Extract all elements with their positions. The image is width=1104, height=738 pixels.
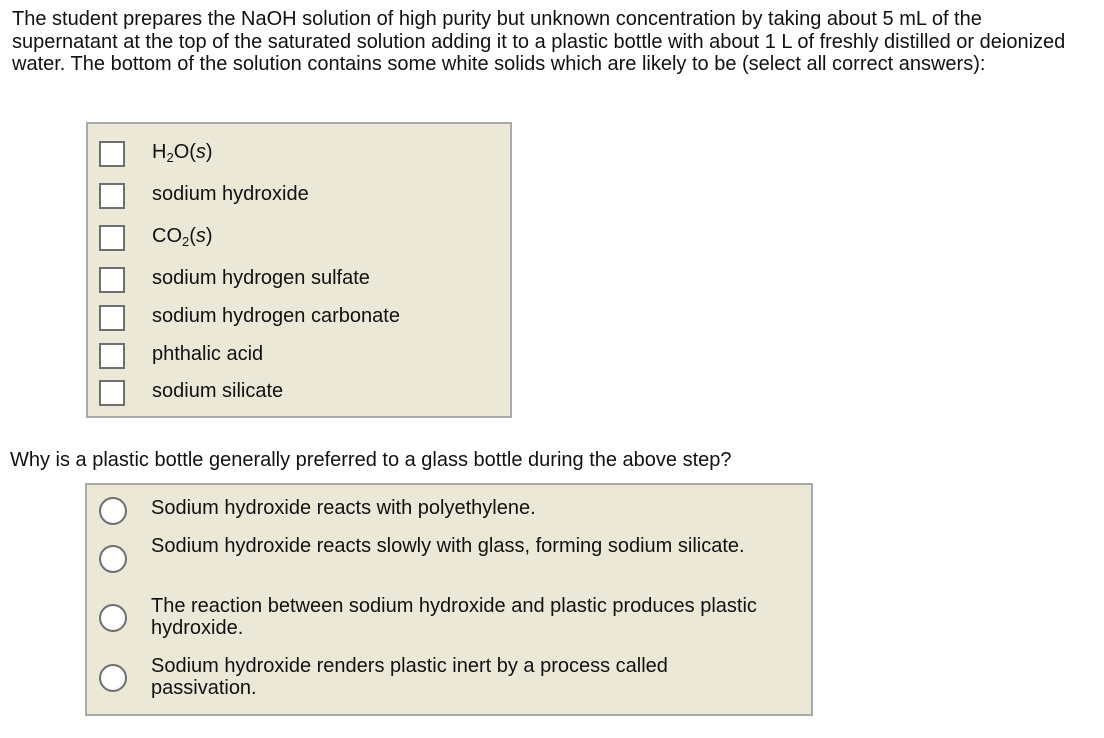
option-polyethylene-radio[interactable] <box>99 497 127 525</box>
option-sodium-hydroxide-label: sodium hydroxide <box>152 183 309 205</box>
question-2-text: Why is a plastic bottle generally preferred to a glass bottle during the above step? <box>10 449 732 471</box>
option-sodium-hydroxide-checkbox[interactable] <box>99 183 125 209</box>
option-plastic-hydroxide-radio[interactable] <box>99 604 127 632</box>
option-co2-checkbox[interactable] <box>99 225 125 251</box>
option-glass-silicate-label: Sodium hydroxide reacts slowly with glass, forming sodium silicate. <box>151 535 745 557</box>
option-sodium-hydrogen-carbonate-label: sodium hydrogen carbonate <box>152 305 400 327</box>
answer-options-panel-1 <box>86 122 512 418</box>
option-h2o-label: $H_2O(s)$ <box>152 141 213 165</box>
answer-options-panel-2 <box>85 483 813 716</box>
option-sodium-hydrogen-sulfate-label: sodium hydrogen sulfate <box>152 267 370 289</box>
option-co2-label: $CO_2(s)$ <box>152 225 213 249</box>
question-1-text: The student prepares the NaOH solution of high purity but unknown concentration by taking about 5 mL of the supernatant at the top of the saturated solution adding it to a plastic bottle with about 1 L of freshly distilled or deionized water. The bottom of the solution contains some white solids which are likely to be (select all correct answers): <box>12 8 1066 75</box>
option-sodium-silicate-label: sodium silicate <box>152 380 284 402</box>
option-sodium-silicate-checkbox[interactable] <box>99 380 125 406</box>
option-h2o-checkbox[interactable] <box>99 141 125 167</box>
option-phthalic-acid-checkbox[interactable] <box>99 343 125 369</box>
option-passivation-radio[interactable] <box>99 664 127 692</box>
option-glass-silicate-radio[interactable] <box>99 545 127 573</box>
option-plastic-hydroxide-label: The reaction between sodium hydroxide and plastic produces plastic hydroxide. <box>151 595 757 639</box>
option-sodium-hydrogen-carbonate-checkbox[interactable] <box>99 305 125 331</box>
option-sodium-hydrogen-sulfate-checkbox[interactable] <box>99 267 125 293</box>
option-passivation-label: Sodium hydroxide renders plastic inert by a process called passivation. <box>151 655 668 699</box>
option-polyethylene-label: Sodium hydroxide reacts with polyethylene. <box>151 497 536 519</box>
option-phthalic-acid-label: phthalic acid <box>152 343 264 365</box>
